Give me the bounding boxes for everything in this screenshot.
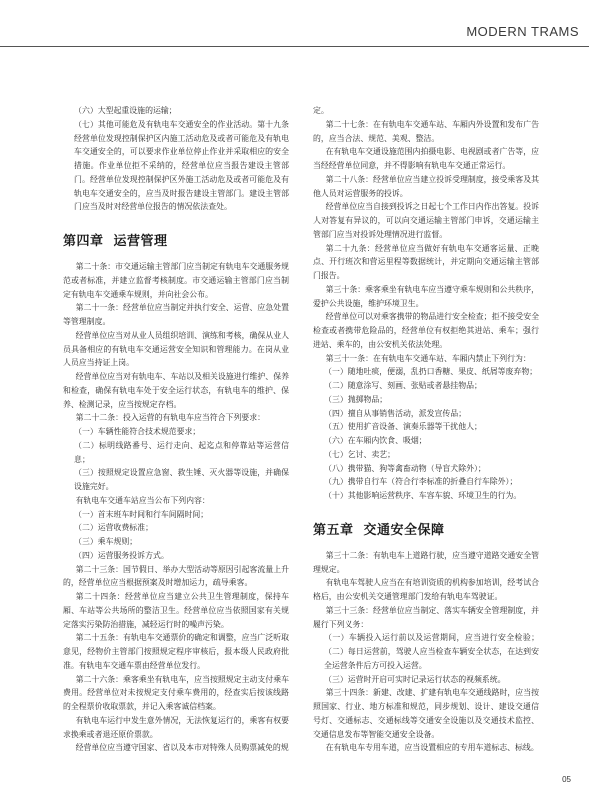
paragraph: 经营单位可以对乘客携带的物品进行安全检查；拒不接受安全检查或者携带危险品的，经营单位有权拒绝其进站、乘车；强行进站、乘车的，由公安机关依法处理。 [313,312,539,349]
paragraph: （三）按照规定设置应急窗、救生锤、灭火器等设施，并确保设施完好。 [74,468,289,491]
paragraph: （七）乞讨、卖艺； [324,449,396,459]
paragraph: （一）首末班车时间和行车间隔时间； [74,509,209,519]
paragraph: （四）擅自从事销售活动，派发宣传品； [324,408,467,418]
paragraph: 第三十三条：经营单位应当制定、落实车辆安全管理制度，并履行下列义务： [313,605,539,629]
paragraph: 第二十六条：乘客乘坐有轨电车，应当按照规定主动支付乘车费用。经营单位对未按规定支付乘车费用的，经查实后按该线路的全程票价收取票款，并记入乘客诚信档案。 [63,674,289,711]
paragraph: 定。 [313,106,329,115]
paragraph: 第二十九条：经营单位应当做好有轨电车交通客运量、正晚点、开行班次和营运里程等数据统计，并定期向交通运输主管部门报告。 [313,243,539,280]
paragraph: 有轨电车交通车站应当公布下列内容： [75,495,210,505]
paragraph: （三）抛掷物品； [324,394,388,404]
paragraph: （七）其他可能危及有轨电车交通安全的作业活动。第十九条 经营单位发现控制保护区内施工活动危及或者可能危及有轨电车交通安全的，可以要求作业单位停止作业并采取相应的安全措施。作业单位拒不采纳的，经营单位应当报告建设主管部门。经营单位发现控制保护区外施工活动危及或者可能危及有轨电车交通安全的，应当及时报告建设主管部门。建设主管部门应当及时对经营单位报告的情况依法查处。 [74,119,289,212]
paragraph: 经营单位应当对有轨电车、车站以及相关设施进行维护、保养和检查，确保有轨电车处于安全运行状态，有轨电车的维护、保养、检测记录，应当按规定存档。 [63,372,289,409]
paragraph: 第二十一条：经营单位应当制定并执行安全、运营、应急处置等管理制度。 [63,303,289,326]
right-paragraphs-bottom [313,549,539,755]
paragraph: 第二十四条：经营单位应当建立公共卫生管理制度，保持车厢、车站等公共场所的整洁卫生。经营单位应当依照国家有关规定落实污染防治措施，减轻运行时的噪声污染。 [63,592,289,629]
paragraph: 第三十一条：在有轨电车交通车站、车厢内禁止下列行为： [325,353,531,363]
paragraph: 第二十二条：投入运营的有轨电车应当符合下列要求： [75,413,266,423]
paragraph: 在有轨电车专用车道，应当设置相应的专用车道标志、标线。 [325,743,539,753]
left-column [63,104,289,755]
paragraph: （十）其他影响运营秩序、车容车貌、环境卫生的行为。 [324,491,522,500]
page-number: 05 [562,775,571,784]
paragraph: 第二十三条：国节假日、举办大型活动等原因引起客流量上升的，经营单位应当根据预案及时增加运力，疏导乘客。 [63,564,289,588]
paragraph: 经营单位应当对从业人员组织培训、演练和考核，确保从业人员具备相应的有轨电车交通运营安全知识和管理能力。在岗从业人员应当持证上岗。 [63,330,289,368]
paragraph: 第二十条：市交通运输主管部门应当制定有轨电车交通服务规范或者标准，并建立监督考核制度。市交通运输主管部门应当制定有轨电车交通乘车规则，并向社会公布。 [63,262,289,299]
paragraph: （一）车辆投入运行前以及运营期间，应当进行安全检验；（二）每日运营前，驾驶人应当检查车辆安全状态，在达到安全运营条件后方可投入运营。 [324,633,539,670]
paragraph: （三）运营时开启可实时记录运行状态的视频系统。 [324,674,506,684]
chapter-number: 第五章 [313,522,354,538]
paragraph: 有轨电车驾驶人应当在有培训资质的机构参加培训，经考试合格后，由公安机关交通管理部门发给有轨电车驾驶证。 [313,578,539,601]
paragraph: （六）大型起重设施的运输； [74,106,177,115]
publication-brand: MODERN TRAMS [466,24,579,39]
chapter-name: 交通安全保障 [363,522,445,538]
header-rule [0,46,589,47]
paragraph: （三）乘车规则； [74,537,138,546]
paragraph: 第二十七条：在有轨电车交通车站、车厢内外设置和发布广告的，应当合法、规范、美观、整洁。 [313,119,539,143]
paragraph: （一）车辆性能符合技术规范要求； [74,427,201,436]
right-column [313,104,539,755]
paragraph: （八）携带猫、狗等禽畜动物（导盲犬除外）； [324,463,486,473]
paragraph: 经营单位应当遵守国家、省以及本市对特殊人员购票减免的规 [75,743,289,753]
left-paragraphs-top [63,104,289,214]
paragraph: 第二十五条：有轨电车交通票价的确定和调整，应当广泛听取意见，经物价主管部门按照规定程序审核后，报本级人民政府批准。有轨电车交通车票由经营单位发行。 [63,633,289,670]
paragraph: （二）随意涂写、刻画、张贴或者悬挂物品； [324,381,482,390]
paragraph: 第三十二条：有轨电车上道路行驶，应当遵守道路交通安全管理规定。 [313,550,539,574]
chapter-number: 第四章 [63,234,104,249]
paragraph: （五）使用扩音设备、演奏乐器等干扰他人； [324,422,482,432]
paragraph: 第三十条：乘客乘坐有轨电车应当遵守乘车规则和公共秩序，爱护公共设施，维护环境卫生。 [313,284,539,308]
chapter-four-title [63,234,289,250]
paragraph: 经营单位应当自接到投诉之日起七个工作日内作出答复。投诉人对答复有异议的，可以向交通运输主管部门申诉，交通运输主管部门应当对投诉处理情况进行监督。 [313,202,539,239]
paragraph: （二）运营收费标准； [74,523,153,533]
paragraph: （四）运营服务投诉方式。 [74,550,169,560]
chapter-name: 运营管理 [113,234,168,249]
right-paragraphs-top [313,104,539,503]
paragraph: （一）随地吐痰，便溺，乱扔口香糖、果皮、纸屑等废弃物； [324,367,538,377]
paragraph: （九）携带自行车（符合行李标准的折叠自行车除外）； [324,477,518,487]
paragraph: （六）在车厢内饮食、吸烟； [324,436,427,445]
chapter-five-title [313,523,539,539]
left-paragraphs-bottom [63,260,289,755]
paragraph: 第二十八条：经营单位应当建立投诉受理制度，接受乘客及其他人员对运营服务的投诉。 [313,174,539,198]
paragraph: 第三十四条：新建、改建、扩建有轨电车交通线路时，应当按照国家、行业、地方标准和规范，同步规划、设计、建设交通信号灯、交通标志、交通标线等交通安全设施以及交通技术监控、交通信息发布等智能交通安全设备。 [313,688,539,739]
paragraph: 在有轨电车交通设施范围内拍摄电影、电视剧或者广告等，应当经经营单位同意，并不得影响有轨电车交通正常运行。 [313,147,539,170]
paragraph: 有轨电车运行中发生意外情况，无法恢复运行的，乘客有权要求换乘或者退还原价票款。 [63,715,289,739]
paragraph: （二）标明线路番号、运行走向、起迄点和停靠站等运营信息； [74,440,289,464]
